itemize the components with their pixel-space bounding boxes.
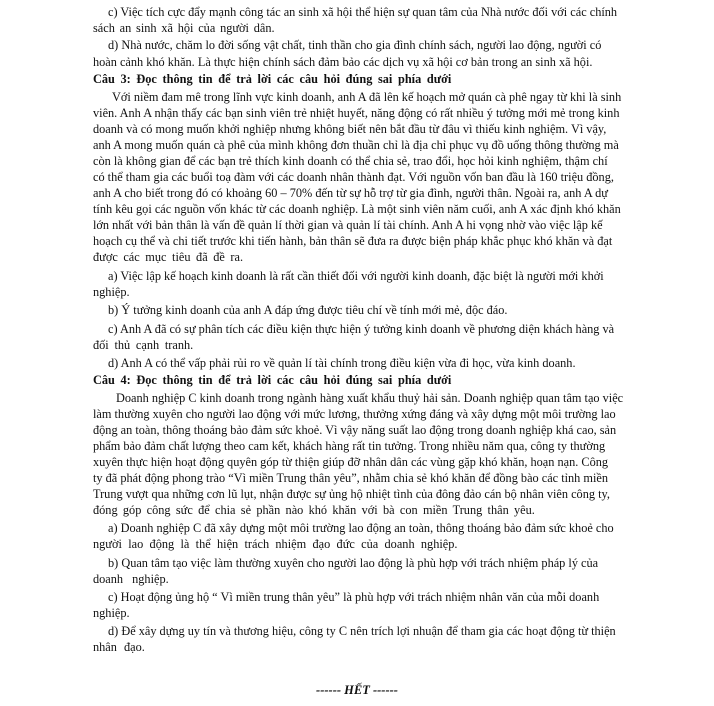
text-line: nhân đạo.: [93, 640, 145, 654]
text-line: phẩm bảo đảm chất lượng theo cam kết, khách hàng rất tin tưởng. Trong nhiều năm qua, công ty thường: [93, 439, 606, 453]
question-heading: Câu 4: Đọc thông tin để trả lời các câu hỏi đúng sai phía dưới: [93, 373, 452, 387]
text-line: d) Nhà nước, chăm lo đời sống vật chất, tinh thần cho gia đình chính sách, người lao động, người có: [108, 38, 602, 52]
text-line: a) Việc lập kế hoạch kinh doanh là rất cần thiết đối với người kinh doanh, đặc biệt là người mới khởi: [108, 269, 604, 283]
text-line: c) Anh A đã có sự phân tích các điều kiện thực hiện ý tưởng kinh doanh về phương diện khách hàng và: [108, 322, 615, 336]
text-line: lớn nhất với bản thân là vấn đề quản lí thời gian và quản lí tài chính. Anh A hi vọng nhờ vào việc lập kế: [93, 218, 603, 232]
text-line: anh A cho biết trong đó có khoảng 60 – 70% đến từ sự hỗ trợ từ gia đình, người thân. Ngoài ra, anh A dự: [93, 186, 608, 200]
text-line: nghiệp.: [93, 606, 130, 620]
text-line: d) Để xây dựng uy tín và thương hiệu, công ty C nên trích lợi nhuận để tham gia các hoạt động từ thiện: [108, 624, 616, 638]
text-line: đối thủ cạnh tranh.: [93, 338, 194, 352]
text-line: xuyên thực hiện hoạt động quyên góp từ thiện giúp đỡ nhân dân các vùng gặp khó khăn, hoạn nạn. Công: [93, 455, 609, 469]
text-line: d) Anh A có thể vấp phải rủi ro về quản lí tài chính trong điều kiện vừa đi học, vừa kinh doanh.: [108, 356, 576, 370]
text-line: Trung vượt qua những cơn lũ lụt, nhận được sự ủng hộ nhiệt tình của đông đảo cán bộ nhân viên công ty,: [93, 487, 610, 501]
text-line: a) Doanh nghiệp C đã xây dựng một môi trường lao động an toàn, thông thoáng bảo đảm sức khoẻ cho: [108, 521, 614, 535]
text-line: c) Việc tích cực đẩy mạnh công tác an sinh xã hội thể hiện sự quan tâm của Nhà nước đối với các chính: [108, 5, 618, 19]
text-line: viên. Anh A nhận thấy các bạn sinh viên trẻ nhiệt huyết, năng động có rất nhiều ý tưởng mới mẻ trong kinh: [93, 106, 620, 120]
text-line: hoàn cảnh khó khăn. Là thực hiện chính sách đảm bảo các dịch vụ xã hội cơ bản trong an sinh xã hội.: [93, 55, 593, 69]
text-line: Doanh nghiệp C kinh doanh trong ngành hàng xuất khẩu thuỷ hải sản. Doanh nghiệp quan tâm tạo việc: [116, 391, 624, 405]
text-line: doanh nghiệp.: [93, 572, 169, 586]
text-line: nghiệp.: [93, 285, 130, 299]
text-line: đóng góp công sức để chia sẻ phần nào khó khăn với bà con miền Trung thân yêu.: [93, 503, 535, 517]
text-line: ty đã phát động phong trào “Vì miền Trung thân yêu”, nhằm chia sẻ khó khăn để đồng bào các tỉnh miền: [93, 471, 608, 485]
end-marker: ------ HẾT ------: [316, 683, 398, 697]
text-line: b) Quan tâm tạo việc làm thường xuyên cho người lao động là phù hợp với trách nhiệm pháp lý của: [108, 556, 599, 570]
text-line: sách an sinh xã hội của người dân.: [93, 21, 275, 35]
text-line: b) Ý tưởng kinh doanh của anh A đáp ứng được tiêu chí về tính mới mẻ, độc đáo.: [108, 303, 508, 317]
text-line: anh A mong muốn quán cà phê của mình không đơn thuần chỉ là địa chỉ phục vụ đồ uống thông thường mà: [93, 138, 619, 152]
text-line: còn là không gian để các bạn trẻ thích kinh doanh có thể chia sẻ, trao đổi, học hỏi kinh nghiệm, thậm chí: [93, 154, 608, 168]
text-line: được các mục tiêu đã đề ra.: [93, 250, 244, 264]
text-line: tính kêu gọi các nguồn vốn khác từ các doanh nghiệp. Là một sinh viên năm cuối, anh A xác định khó khăn: [93, 202, 621, 216]
text-line: hoạch cụ thể và chi tiết trước khi tiến hành, bản thân sẽ đưa ra được biện pháp khắc phục khó khăn và đạt: [93, 234, 613, 248]
text-line: làm thường xuyên cho người lao động với mức lương, thưởng xứng đáng và xây dựng một môi trường lao: [93, 407, 616, 421]
question-heading: Câu 3: Đọc thông tin để trả lời các câu hỏi đúng sai phía dưới: [93, 72, 452, 86]
text-line: động an toàn, thông thoáng bảo đảm sức khoẻ. Vì vậy năng suất lao động trong doanh nghiệp khá cao, sản: [93, 423, 617, 437]
text-line: Với niềm đam mê trong lĩnh vực kinh doanh, anh A đã lên kế hoạch mở quán cà phê ngay từ khi là sinh: [112, 90, 622, 104]
text-line: có thể tham gia các buổi toạ đàm với các doanh nhân thành đạt. Với nguồn vốn ban đầu là 160 triệu đồng,: [93, 170, 614, 184]
text-line: c) Hoạt động ủng hộ “ Vì miền trung thân yêu” là phù hợp với trách nhiệm nhân văn của mỗi doanh: [108, 590, 600, 604]
text-line: doanh và có mong muốn khởi nghiệp nhưng không biết nên bắt đầu từ đâu vì thiếu kinh nghiệm. Vì vậy,: [93, 122, 607, 136]
text-line: người lao động là thể hiện trách nhiệm đạo đức của doanh nghiệp.: [93, 537, 458, 551]
